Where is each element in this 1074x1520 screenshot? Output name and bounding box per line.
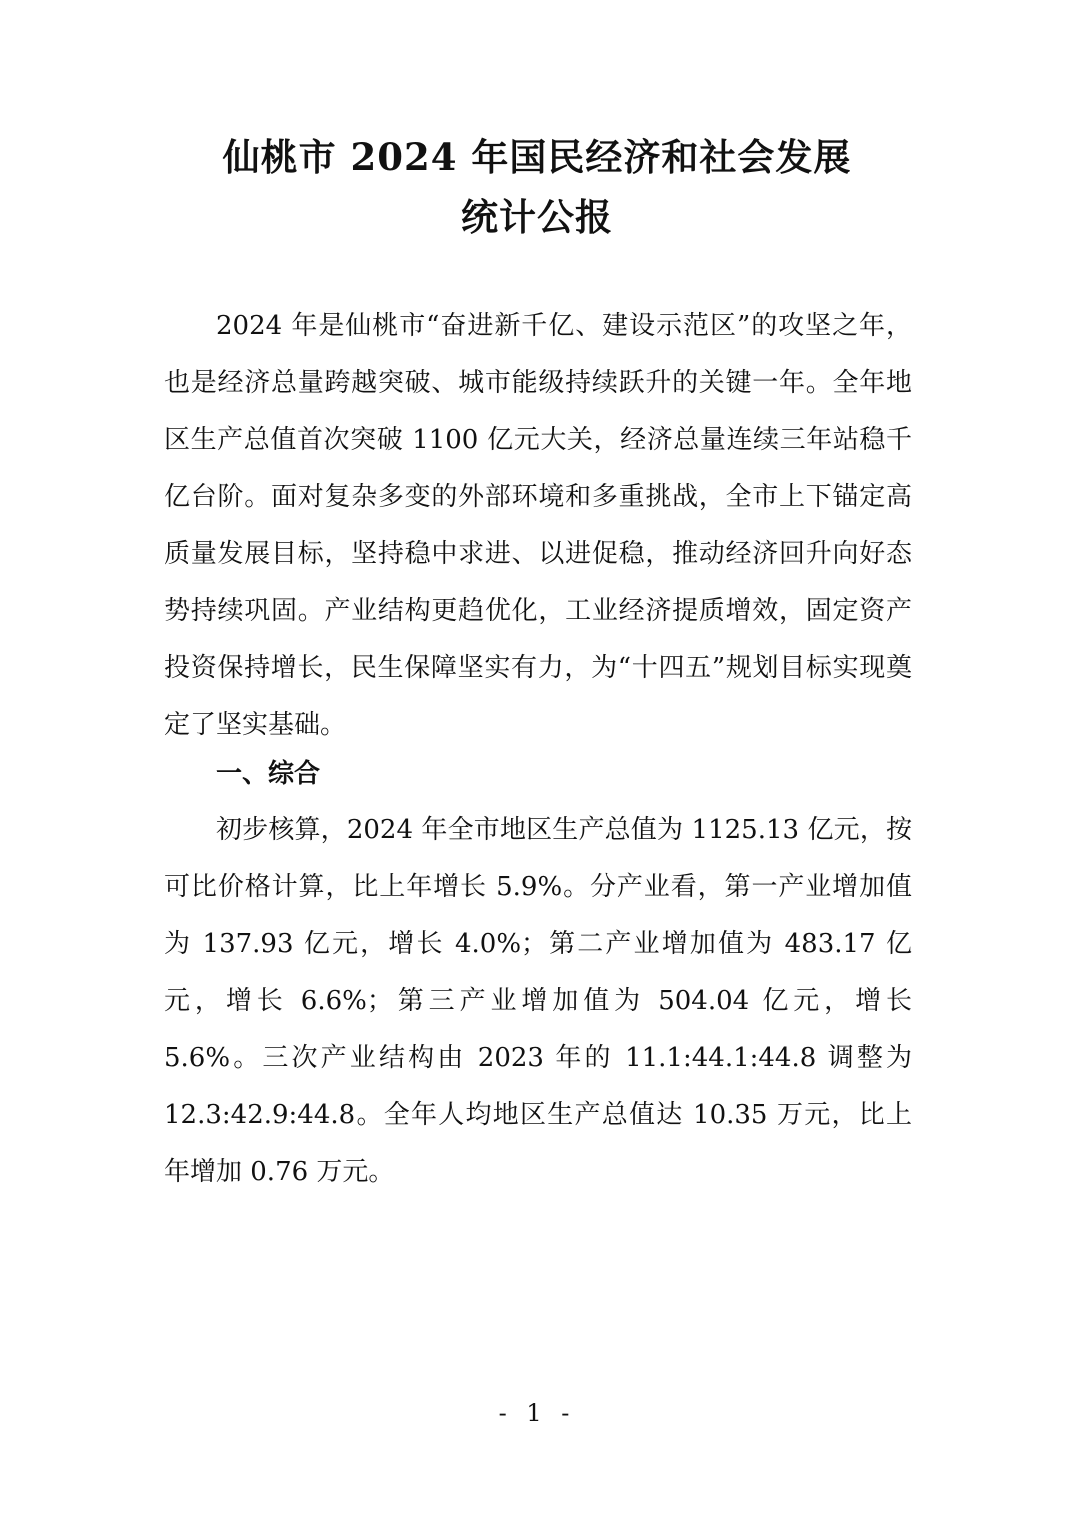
section-heading-composite: 一、综合: [216, 759, 321, 789]
intro-paragraph: 2024 年是仙桃市“奋进新千亿、建设示范区”的攻坚之年，也是经济总量跨越突破、城市能级持续跃升的关键一年。全年地区生产总值首次突破 1100 亿元大关，经济总量连续三年站稳千亿台阶。面对复杂多变的外部环境和多重挑战，全市上下锚定高质量发展目标，坚持稳中求进、以进促稳，推动经济回升向好态势持续巩固。产业结构更趋优化，工业经济提质增效，固定资产投资保持增长，民生保障坚实有力，为“十四五”规划目标实现奠定了坚实基础。: [164, 311, 912, 740]
document-title-line1: 仙桃市 2024 年国民经济和社会发展: [222, 135, 852, 179]
document-title-line2: 统计公报: [461, 195, 613, 239]
composite-paragraph: 初步核算，2024 年全市地区生产总值为 1125.13 亿元，按可比价格计算，比上年增长 5.9%。分产业看，第一产业增加值为 137.93 亿元，增长 4.0%；第二产业增加值为 483.17 亿元，增长 6.6%；第三产业增加值为 504.04 亿元，增长 5.6%。三次产业结构由 2023 年的 11.1:44.1:44.8 调整为 12.3:42.9:44.8。全年人均地区生产总值达 10.35 万元，比上年增加 0.76 万元。: [164, 815, 912, 1187]
page-number: - 1 -: [498, 1399, 576, 1427]
